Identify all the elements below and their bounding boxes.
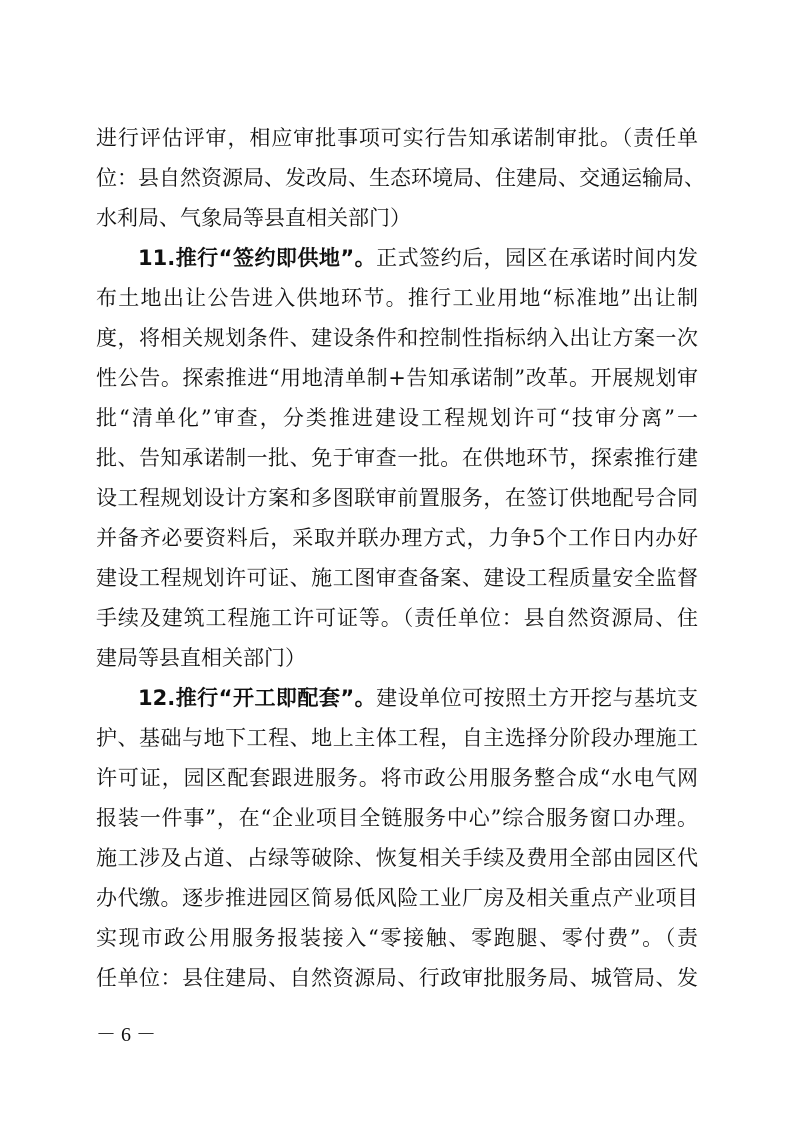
paragraph-line: 性公告。探索推进“用地清单制+告知承诺制”改革。开展规划审: [96, 366, 698, 390]
item-12-text: 建设单位可按照土方开挖与基坑支: [376, 686, 698, 710]
item-11-heading: 11.推行“签约即供地”。: [138, 246, 377, 270]
paragraph-line: 施工涉及占道、占绿等破除、恢复相关手续及费用全部由园区代: [96, 846, 698, 870]
paragraph-line: 建设工程规划许可证、施工图审查备案、建设工程质量安全监督: [96, 566, 698, 590]
page-number: － 6 －: [96, 1024, 156, 1046]
paragraph-line: 任单位：县住建局、自然资源局、行政审批服务局、城管局、发: [96, 966, 698, 990]
item-11-first-line: [138, 238, 698, 278]
paragraph-line: 布土地出让公告进入供地环节。推行工业用地“标准地”出让制: [96, 286, 698, 310]
paragraph-line: 位：县自然资源局、发改局、生态环境局、住建局、交通运输局、: [96, 166, 705, 190]
paragraph-line: 水利局、气象局等县直相关部门）: [96, 206, 411, 230]
paragraph-line: 批“清单化”审查，分类推进建设工程规划许可“技审分离”一: [96, 406, 698, 430]
paragraph-line: 办代缴。逐步推进园区简易低风险工业厂房及相关重点产业项目: [96, 886, 698, 910]
paragraph-line: 手续及建筑工程施工许可证等。（责任单位：县自然资源局、住: [96, 606, 698, 630]
item-12-first-line: [138, 678, 698, 718]
paragraph-line: 护、基础与地下工程、地上主体工程，自主选择分阶段办理施工: [96, 726, 698, 750]
paragraph-line: 许可证，园区配套跟进服务。将市政公用服务整合成“水电气网: [96, 766, 698, 790]
paragraph-line: 建局等县直相关部门）: [96, 646, 306, 670]
paragraph-line: 批、告知承诺制一批、免于审查一批。在供地环节，探索推行建: [96, 446, 698, 470]
paragraph-line: 度，将相关规划条件、建设条件和控制性指标纳入出让方案一次: [96, 326, 698, 350]
item-11-text: 正式签约后，园区在承诺时间内发: [376, 246, 698, 270]
paragraph-line: 设工程规划设计方案和多图联审前置服务，在签订供地配号合同: [96, 486, 698, 510]
paragraph-line: 进行评估评审，相应审批事项可实行告知承诺制审批。（责任单: [96, 126, 698, 150]
item-12-heading: 12.推行“开工即配套”。: [138, 686, 377, 710]
paragraph-line: 并备齐必要资料后，采取并联办理方式，力争5个工作日内办好: [96, 526, 698, 550]
paragraph-line: 实现市政公用服务报装接入“零接触、零跑腿、零付费”。（责: [96, 926, 698, 950]
paragraph-line: 报装一件事”，在“企业项目全链服务中心”综合服务窗口办理。: [96, 806, 698, 830]
